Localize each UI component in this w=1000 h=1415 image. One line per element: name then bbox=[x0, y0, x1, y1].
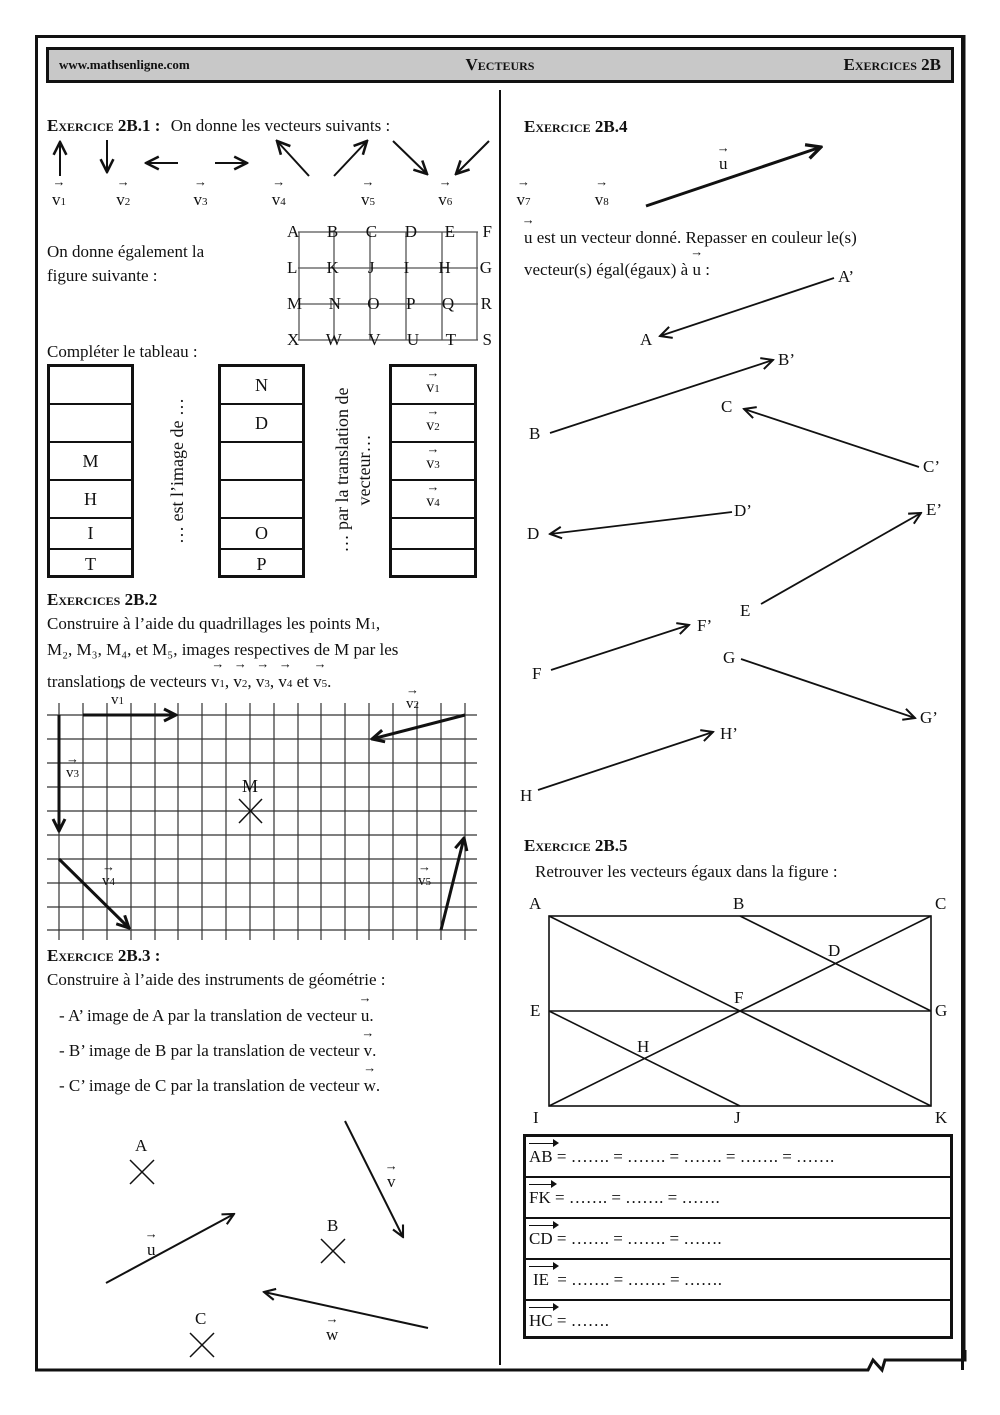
ex1-intro: On donne les vecteurs suivants : bbox=[170, 116, 391, 135]
fig-point-f: F bbox=[734, 988, 744, 1007]
fig-point-c: C bbox=[935, 894, 947, 913]
table-cell: M bbox=[50, 443, 131, 481]
site-url: www.mathsenligne.com bbox=[59, 57, 190, 72]
v8-label: → v8 bbox=[595, 188, 609, 214]
v6-label: → v6 bbox=[438, 188, 452, 214]
ex2-text: Exercices 2B.2 Construire à l’aide du quadrillages les points M1, M₂, M₃, M₄, et M₅, images respectives de M par les translations de vecteurs → v1, → v2, → v3, → v4 et → v5. bbox=[47, 588, 497, 696]
point-c-prime: C’ bbox=[923, 457, 940, 476]
grid-v5-label: → v5 bbox=[418, 873, 431, 890]
ex4-text: → u est un vecteur donné. Repasser en couleur le(s) vecteur(s) égal(égaux) à → u : bbox=[524, 226, 954, 282]
point-e: E bbox=[740, 601, 751, 620]
point-g: G bbox=[723, 648, 736, 667]
ex1-complete-label: Compléter le tableau : bbox=[47, 342, 198, 361]
grid-v3-label: → v3 bbox=[66, 765, 79, 782]
point-b-label: B bbox=[327, 1216, 339, 1235]
v7-label: → v7 bbox=[517, 188, 531, 214]
point-m-label: M bbox=[242, 776, 259, 796]
answer-row[interactable]: HC = ……. bbox=[529, 1311, 609, 1330]
point-e-prime: E’ bbox=[926, 500, 943, 519]
point-h-prime: H’ bbox=[720, 724, 738, 743]
table-cell: P bbox=[256, 553, 267, 574]
ex5-answer-table bbox=[523, 1134, 953, 1339]
point-a-prime: A’ bbox=[838, 267, 855, 286]
vector-w-label: → w bbox=[326, 1325, 338, 1345]
fig-point-e: E bbox=[530, 1001, 541, 1020]
grid-v4-label: → v4 bbox=[102, 873, 115, 890]
fig-point-k: K bbox=[935, 1108, 948, 1127]
point-h: H bbox=[520, 786, 533, 805]
table-cell: → v1 bbox=[392, 367, 474, 405]
table-cell: N bbox=[221, 367, 302, 405]
table-cell: → v4 bbox=[392, 481, 474, 519]
letter-grid-row: L K J I H G bbox=[287, 258, 492, 277]
fig-point-h: H bbox=[637, 1037, 650, 1056]
point-a-label: A bbox=[135, 1136, 148, 1155]
letter-grid-row: X W V U T S bbox=[287, 330, 492, 349]
v3-label: → v3 bbox=[194, 188, 208, 214]
v5-label: → v5 bbox=[361, 188, 375, 214]
answer-row[interactable]: AB = ……. = ……. = ……. = ……. = ……. bbox=[526, 1137, 950, 1178]
table-cell: T bbox=[85, 553, 96, 574]
fig-point-a: A bbox=[529, 894, 542, 913]
fig-point-b: B bbox=[733, 894, 745, 913]
ex2-title: Exercices 2B.2 bbox=[47, 590, 158, 609]
table-cell: D bbox=[221, 405, 302, 443]
answer-row[interactable]: FK = ……. = ……. = ……. bbox=[526, 1178, 950, 1219]
point-a: A bbox=[640, 330, 653, 349]
letter-grid-row: A B C D E F bbox=[287, 222, 492, 241]
ex3-text: Exercice 2B.3 : Construire à l’aide des instruments de géométrie : - A’ image de A par la translation de vecteur → u. - B’ image de B par la translation de vecteur → v. - C’ image de C par la translation de vecteur → w. bbox=[47, 944, 497, 1098]
v4-label: → v4 bbox=[272, 188, 286, 214]
ex5-title: Exercice 2B.5 bbox=[524, 836, 628, 855]
page-title: Vecteurs bbox=[465, 55, 535, 74]
point-b: B bbox=[529, 424, 541, 443]
point-c: C bbox=[721, 397, 733, 416]
fig-point-i: I bbox=[533, 1108, 539, 1127]
table-cell: H bbox=[50, 481, 131, 519]
table-cell: O bbox=[221, 519, 302, 550]
answer-row[interactable]: IE = ……. = ……. = ……. bbox=[526, 1260, 950, 1301]
fig-point-g: G bbox=[935, 1001, 948, 1020]
grid-v1-label: → v1 bbox=[111, 692, 124, 709]
point-b-prime: B’ bbox=[778, 350, 795, 369]
vector-v-label: → v bbox=[387, 1172, 396, 1192]
point-g-prime: G’ bbox=[920, 708, 938, 727]
point-d: D bbox=[527, 524, 540, 543]
ex1-title: Exercice 2B.1 : bbox=[47, 116, 161, 135]
table-cell: → v3 bbox=[392, 443, 474, 481]
table-cell: I bbox=[50, 519, 131, 550]
ex1-figure-text: On donne également la figure suivante : bbox=[47, 242, 205, 285]
letter-grid-row: M N O P Q R bbox=[287, 294, 492, 313]
table-cell: → v2 bbox=[392, 405, 474, 443]
fig-point-j: J bbox=[734, 1108, 741, 1127]
v1-label: → v1 bbox=[52, 188, 66, 214]
point-f-prime: F’ bbox=[697, 616, 713, 635]
vector-u-label: → u bbox=[147, 1240, 156, 1260]
ex1-label-translation: … par la translation de vecteur… bbox=[332, 387, 374, 553]
fig-point-d: D bbox=[828, 941, 841, 960]
v2-label: → v2 bbox=[116, 188, 130, 214]
grid-v2-label: → v2 bbox=[406, 696, 419, 713]
ex4-vector-u-label: → u bbox=[719, 154, 728, 174]
point-f: F bbox=[532, 664, 542, 683]
point-d-prime: D’ bbox=[734, 501, 752, 520]
ex1-label-image-of: … est l’image de … bbox=[167, 398, 187, 544]
ex5-intro: Retrouver les vecteurs égaux dans la figure : bbox=[535, 862, 838, 881]
exercise-set-label: Exercices 2B bbox=[843, 55, 941, 74]
point-c-label: C bbox=[195, 1309, 207, 1328]
answer-row[interactable]: CD = ……. = ……. = ……. bbox=[526, 1219, 950, 1260]
ex3-title: Exercice 2B.3 : bbox=[47, 946, 161, 965]
ex4-title: Exercice 2B.4 bbox=[524, 117, 628, 136]
